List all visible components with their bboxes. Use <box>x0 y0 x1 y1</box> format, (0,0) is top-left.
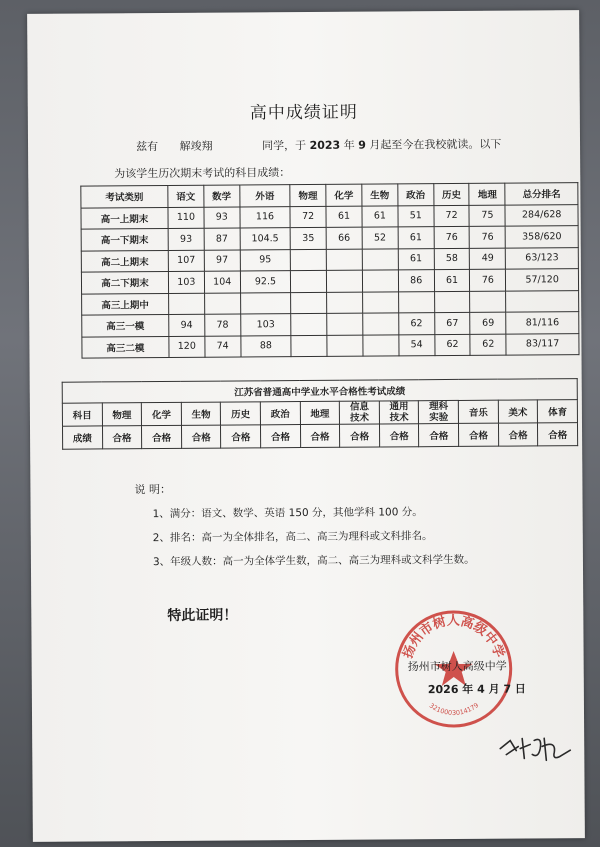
score-cell: 103 <box>168 271 204 293</box>
school-name: 扬州市树人高级中学 <box>407 659 507 674</box>
pass-subject-cell: 音乐 <box>458 400 498 423</box>
pass-result-cell: 合格 <box>261 425 301 448</box>
exam-name-cell: 高一下期末 <box>81 228 168 250</box>
score-cell: 104.5 <box>240 228 291 250</box>
certificate-paper <box>27 10 585 842</box>
score-cell: 69 <box>470 312 506 334</box>
score-cell <box>470 291 506 313</box>
score-cell: 61 <box>434 269 470 291</box>
score-cell: 81/116 <box>506 312 579 334</box>
pass-result-cell: 合格 <box>181 425 221 448</box>
note-item: 2、排名：高一为全体排名，高二、高三为理科或文科排名。 <box>152 530 433 545</box>
score-cell: 57/120 <box>506 269 579 291</box>
score-cell <box>327 335 363 357</box>
scores-header-cell: 物理 <box>290 184 326 206</box>
score-cell: 72 <box>434 205 470 227</box>
pass-subject-cell: 历史 <box>221 402 261 425</box>
note-item: 3、年级人数：高一为全体学生数，高二、高三为理科或文科学生数。 <box>152 553 475 569</box>
score-cell: 110 <box>168 207 204 229</box>
score-cell: 61 <box>326 206 362 228</box>
score-cell: 52 <box>362 227 398 249</box>
exam-name-cell: 高三二模 <box>82 336 169 358</box>
score-cell: 76 <box>470 226 506 248</box>
svg-text:扬州市树人高级中学: 扬州市树人高级中学 <box>400 613 507 661</box>
certify-text: 特此证明！ <box>167 607 238 624</box>
score-cell: 62 <box>434 334 470 356</box>
score-cell <box>169 293 205 315</box>
score-cell: 120 <box>169 336 205 358</box>
intro-year: 2023 <box>309 138 341 152</box>
pass-result-cell: 合格 <box>221 425 261 448</box>
score-cell: 62 <box>470 334 506 356</box>
score-cell: 83/117 <box>506 333 579 355</box>
pass-subjects-label: 科目 <box>62 403 102 426</box>
score-cell: 107 <box>168 250 204 272</box>
scores-header-cell: 考试类别 <box>81 185 168 207</box>
scores-header-cell: 地理 <box>469 183 505 205</box>
pass-subject-cell: 信息 技术 <box>340 401 380 424</box>
pass-result-cell: 合格 <box>102 426 142 449</box>
scores-table <box>80 182 579 358</box>
score-cell: 63/123 <box>506 247 579 269</box>
score-cell: 88 <box>241 335 292 357</box>
score-cell: 54 <box>399 334 435 356</box>
exam-name-cell: 高二下期末 <box>81 271 168 293</box>
score-cell: 61 <box>362 205 398 227</box>
intro-line <box>136 136 501 155</box>
exam-name-cell: 高二上期末 <box>81 250 168 272</box>
score-cell <box>240 292 291 314</box>
intro-prefix: 兹有 <box>136 140 159 154</box>
score-cell <box>434 291 470 313</box>
score-cell: 75 <box>469 205 505 227</box>
score-cell: 76 <box>434 226 470 248</box>
score-cell: 93 <box>168 228 204 250</box>
pass-subject-cell: 理科 实验 <box>419 400 459 423</box>
notes-heading: 说 明： <box>134 482 171 497</box>
score-cell: 86 <box>398 270 434 292</box>
scores-header-cell: 生物 <box>362 184 398 206</box>
pass-subject-cell: 美术 <box>498 400 538 423</box>
score-cell: 116 <box>240 206 291 228</box>
pass-subject-cell: 化学 <box>142 402 182 425</box>
score-cell <box>506 290 579 312</box>
intro-text-b: 年 <box>343 138 355 152</box>
score-cell <box>291 270 327 292</box>
scores-row <box>82 333 579 358</box>
score-cell: 358/620 <box>505 226 578 248</box>
pass-subject-cell: 通用 技术 <box>379 401 419 424</box>
score-cell <box>326 249 362 271</box>
score-cell: 74 <box>205 335 241 357</box>
pass-result-cell: 合格 <box>340 424 380 447</box>
score-cell: 35 <box>290 227 326 249</box>
score-cell <box>362 291 398 313</box>
score-cell: 76 <box>470 269 506 291</box>
pass-subject-cell: 生物 <box>181 402 221 425</box>
exam-name-cell: 高三上期中 <box>82 293 169 315</box>
score-cell <box>327 313 363 335</box>
pass-result-cell: 合格 <box>538 423 578 446</box>
score-cell: 67 <box>434 312 470 334</box>
pass-result-cell: 合格 <box>379 424 419 447</box>
scores-header-cell: 政治 <box>398 184 434 206</box>
score-cell: 103 <box>240 314 291 336</box>
pass-subject-cell: 物理 <box>102 403 142 426</box>
score-cell: 284/628 <box>505 204 578 226</box>
score-cell: 95 <box>240 249 291 271</box>
score-cell: 92.5 <box>240 271 291 293</box>
pass-table <box>62 378 578 450</box>
scores-header-cell: 历史 <box>433 183 469 205</box>
score-cell <box>204 292 240 314</box>
pass-result-cell: 合格 <box>142 425 182 448</box>
page-title: 高中成绩证明 <box>249 102 358 124</box>
score-cell: 72 <box>290 206 326 228</box>
score-cell <box>362 270 398 292</box>
score-cell: 104 <box>204 271 240 293</box>
intro-text-c: 月起至今在我校就读。以下 <box>369 137 502 152</box>
intro-text-a: 同学，于 <box>261 138 307 153</box>
score-cell: 93 <box>204 206 240 228</box>
scores-header-cell: 化学 <box>326 184 362 206</box>
score-cell <box>291 335 327 357</box>
score-cell: 94 <box>169 314 205 336</box>
score-cell: 78 <box>205 314 241 336</box>
pass-result-cell: 合格 <box>498 423 538 446</box>
score-cell <box>363 334 399 356</box>
scores-header-cell: 总分排名 <box>505 183 578 205</box>
pass-table-caption: 江苏省普通高中学业水平合格性考试成绩 <box>62 379 577 404</box>
exam-name-cell: 高三一模 <box>82 314 169 336</box>
scores-header-cell: 数学 <box>204 185 240 207</box>
pass-results-row <box>62 423 577 450</box>
score-cell: 61 <box>398 248 434 270</box>
score-cell: 58 <box>434 248 470 270</box>
note-item: 1、满分：语文、数学、英语 150 分，其他学科 100 分。 <box>152 506 423 521</box>
pass-subject-cell: 地理 <box>300 401 340 424</box>
intro-month: 9 <box>358 138 366 152</box>
score-cell <box>290 249 326 271</box>
score-cell: 61 <box>398 227 434 249</box>
score-cell <box>362 248 398 270</box>
handwritten-signature <box>496 726 576 767</box>
intro-line-2: 为该学生历次期末考试的科目成绩： <box>114 166 291 181</box>
score-cell: 97 <box>204 249 240 271</box>
scores-header-cell: 语文 <box>168 185 204 207</box>
score-cell <box>291 292 327 314</box>
score-cell <box>327 292 363 314</box>
svg-text:3210003014179: 3210003014179 <box>427 701 481 717</box>
pass-subject-cell: 政治 <box>260 402 300 425</box>
pass-result-cell: 合格 <box>419 423 459 446</box>
pass-subject-cell: 体育 <box>538 400 578 423</box>
score-cell: 49 <box>470 248 506 270</box>
pass-result-cell: 合格 <box>300 424 340 447</box>
issue-date: 2026 年 4 月 7 日 <box>427 682 526 697</box>
exam-name-cell: 高一上期末 <box>81 207 168 229</box>
score-cell <box>291 313 327 335</box>
score-cell: 66 <box>326 227 362 249</box>
score-cell: 87 <box>204 228 240 250</box>
score-cell <box>326 270 362 292</box>
student-name: 解竣翔 <box>179 139 213 153</box>
score-cell: 51 <box>398 205 434 227</box>
score-cell <box>398 291 434 313</box>
score-cell <box>363 313 399 335</box>
score-cell: 62 <box>398 313 434 335</box>
scores-header-cell: 外语 <box>239 185 290 207</box>
pass-result-cell: 合格 <box>459 423 499 446</box>
pass-results-label: 成绩 <box>62 426 102 449</box>
